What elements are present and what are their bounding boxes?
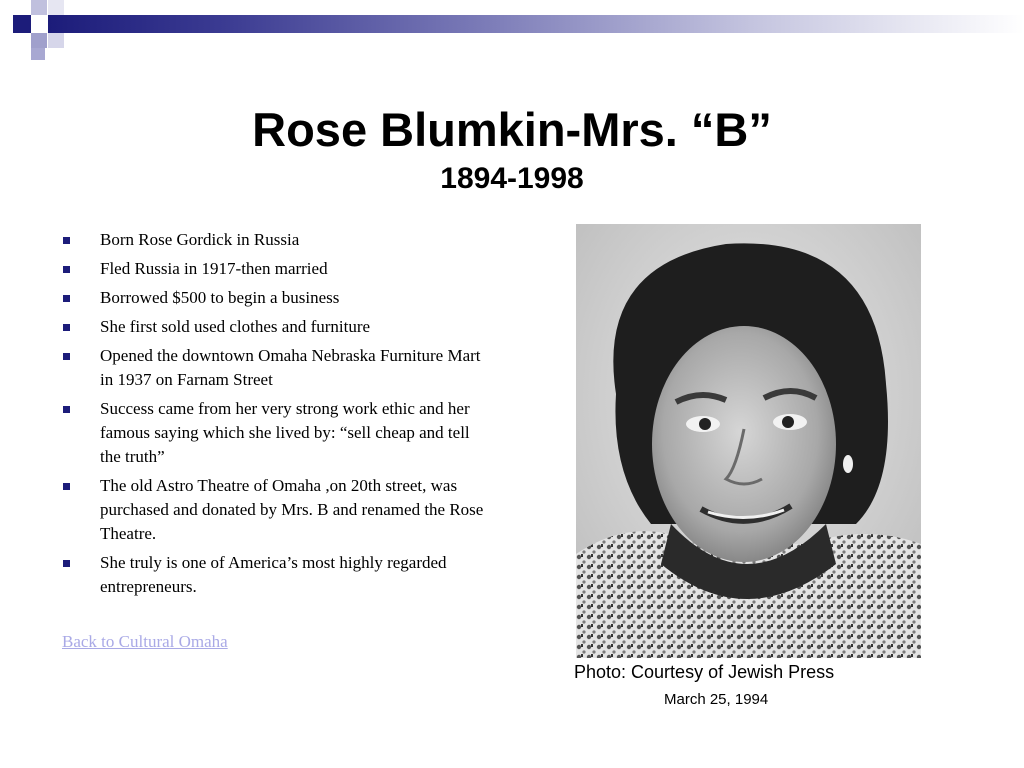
portrait-photo xyxy=(576,224,921,658)
list-item-text: Born Rose Gordick in Russia xyxy=(100,230,300,249)
decor-square xyxy=(48,33,64,48)
bullet-square-icon xyxy=(63,560,70,567)
bullet-list xyxy=(62,228,492,604)
page-subtitle: 1894-1998 xyxy=(440,162,584,195)
list-item-text: She truly is one of America’s most highly regarded entrepreneurs. xyxy=(100,553,447,596)
bullet-square-icon xyxy=(63,483,70,490)
decor-square xyxy=(48,0,64,15)
list-item-text: The old Astro Theatre of Omaha ,on 20th street, was purchased and donated by Mrs. B and renamed the Rose Theatre. xyxy=(100,476,484,543)
portrait-photo-image xyxy=(576,224,921,658)
header-decoration xyxy=(0,0,1024,48)
bullet-square-icon xyxy=(63,237,70,244)
list-item-text: Fled Russia in 1917-then married xyxy=(100,259,328,278)
page-title: Rose Blumkin-Mrs. “B” xyxy=(252,103,772,156)
bullet-square-icon xyxy=(63,295,70,302)
bullet-square-icon xyxy=(63,406,70,413)
list-item xyxy=(62,344,492,392)
decor-square xyxy=(13,15,31,33)
bullet-square-icon xyxy=(63,266,70,273)
list-item xyxy=(62,397,492,469)
list-item-text: Opened the downtown Omaha Nebraska Furniture Mart in 1937 on Farnam Street xyxy=(100,346,481,389)
list-item-text: She first sold used clothes and furniture xyxy=(100,317,371,336)
list-item xyxy=(62,551,492,599)
decor-square xyxy=(31,33,47,48)
list-item xyxy=(62,257,492,281)
list-item xyxy=(62,228,492,252)
list-item xyxy=(62,474,492,546)
list-item-text: Borrowed $500 to begin a business xyxy=(100,288,340,307)
decor-square xyxy=(31,0,47,15)
list-item xyxy=(62,286,492,310)
bullet-square-icon xyxy=(63,353,70,360)
bullet-square-icon xyxy=(63,324,70,331)
decor-square xyxy=(31,48,45,60)
photo-date: March 25, 1994 xyxy=(664,691,769,708)
photo-caption: Photo: Courtesy of Jewish Press xyxy=(574,662,835,682)
list-item xyxy=(62,315,492,339)
list-item-text: Success came from her very strong work ethic and her famous saying which she lived by: “sell cheap and tell the truth” xyxy=(100,399,470,466)
back-to-cultural-omaha-link[interactable]: Back to Cultural Omaha xyxy=(62,632,228,651)
header-gradient-stripe xyxy=(48,15,1024,33)
